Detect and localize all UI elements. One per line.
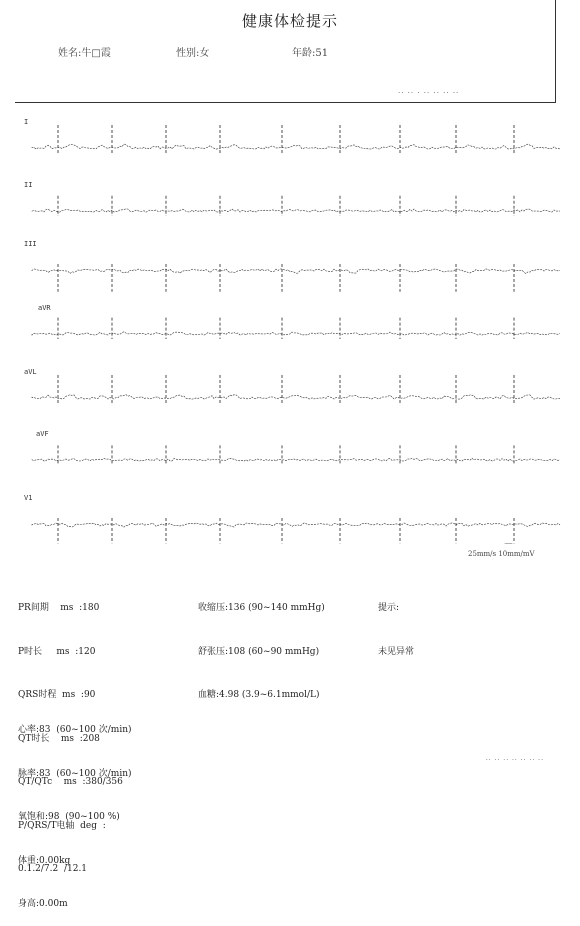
measurement-line: 心率:83 (60~100 次/min)	[18, 725, 132, 735]
header-note: ·· ·· · ·· ·· ·· ··	[398, 89, 460, 97]
patient-gender: 性别:女	[176, 48, 210, 59]
measurement-line: 脉率:83 (60~100 次/min)	[18, 768, 132, 779]
patient-age: 年龄:51	[292, 48, 329, 59]
measurement-line: 未见异常	[378, 646, 415, 657]
diagnosis-hint	[378, 572, 414, 674]
vital-measurements	[18, 694, 132, 926]
measurement-line: 提示:	[378, 603, 400, 613]
ecg-waveform	[32, 395, 560, 400]
lead-label: aVF	[36, 430, 49, 438]
ecg-traces	[0, 104, 580, 544]
measurement-line: QRS时程 ms :90	[18, 690, 96, 700]
measurement-line: QT/QTc ms :380/356	[18, 777, 123, 787]
lead-label: I	[24, 118, 29, 126]
measurement-line: 身高:0.00m	[18, 899, 68, 909]
blood-measurements	[198, 572, 325, 717]
measurement-line: 舒张压:108 (60~90 mmHg)	[198, 646, 320, 657]
ecg-waveform	[32, 458, 560, 461]
measurement-line: QT时长 ms :208	[18, 733, 100, 744]
lead-label: V1	[24, 494, 33, 502]
measurement-line: P时长 ms :120	[18, 646, 96, 657]
footer-note: ·· ·· ·· ·· ·· ·· ··	[485, 757, 544, 764]
ecg-waveform	[32, 269, 560, 274]
lead-label: II	[24, 181, 33, 189]
measurement-line: 氧饱和:98 (90~100 %)	[18, 812, 120, 822]
lead-label: aVR	[38, 304, 51, 312]
measurement-line: 收缩压:136 (90~140 mmHg)	[198, 603, 325, 613]
measurement-line: 体重:0.00kg	[18, 855, 71, 866]
ecg-waveform	[32, 209, 560, 212]
ecg-waveform	[32, 332, 560, 335]
measurement-line: 血糖:4.98 (3.9~6.1mmol/L)	[198, 690, 320, 700]
patient-name: 姓名:牛□霞	[58, 48, 111, 59]
page-title: 健康体检提示	[241, 12, 338, 30]
measurement-line: P/QRS/T电轴 deg :	[18, 820, 106, 831]
lead-label: aVL	[24, 368, 37, 376]
measurement-line: PR间期 ms :180	[18, 603, 100, 613]
scale-note: 25mm/s 10mm/mV	[468, 550, 535, 558]
ecg-waveform	[32, 523, 560, 527]
lead-label: III	[24, 240, 37, 248]
measurement-line: 0.1.2/7.2 /12.1	[18, 864, 88, 874]
ecg-waveform	[32, 144, 560, 149]
